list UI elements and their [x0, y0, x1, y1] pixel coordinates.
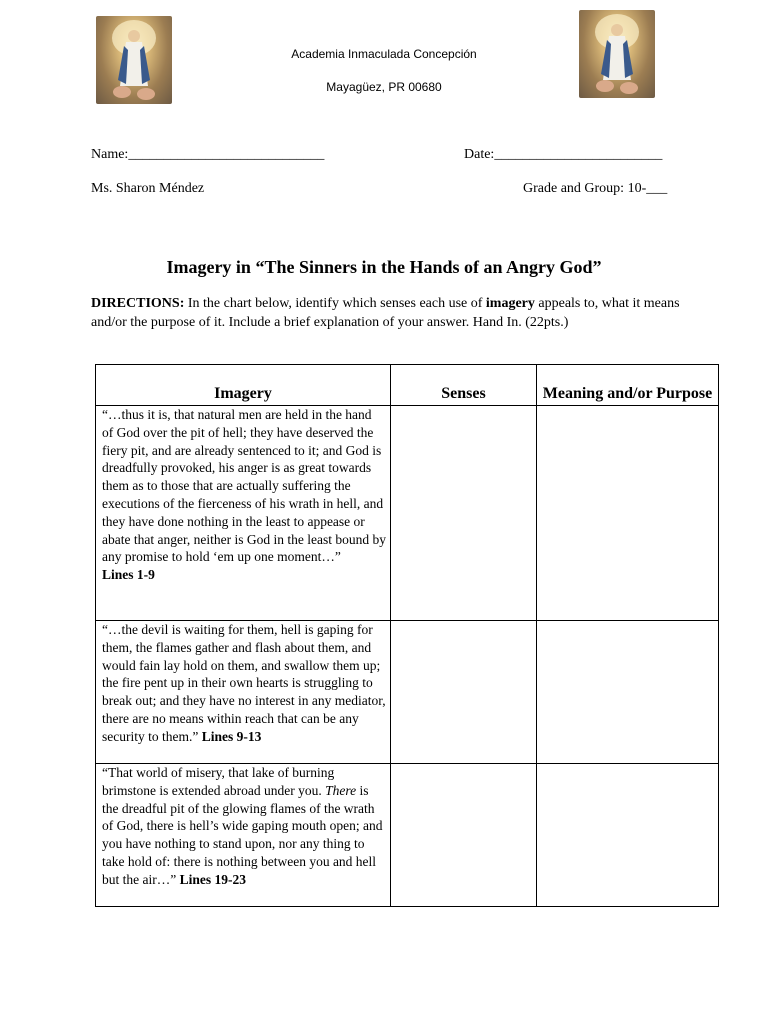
- quote-text: “That world of misery, that lake of burning brimstone is extended abroad under you.: [102, 765, 335, 798]
- senses-cell[interactable]: [391, 621, 537, 764]
- senses-cell[interactable]: [391, 764, 537, 907]
- school-name: Academia Inmaculada Concepción: [291, 47, 477, 61]
- directions-text-2: appeals to, what it means and/or the purpose of it. Include a brief explanation of your answer. Hand In. (22pts.): [91, 296, 680, 330]
- directions-paragraph: [91, 294, 691, 332]
- meaning-column-header: Meaning and/or Purpose: [537, 365, 719, 406]
- teacher-name: Ms. Sharon Méndez: [91, 181, 205, 196]
- table-row: [96, 621, 719, 764]
- meaning-cell[interactable]: [537, 406, 719, 621]
- directions-label: DIRECTIONS:: [91, 296, 185, 311]
- imagery-cell: [96, 621, 391, 764]
- quote-text: “…thus it is, that natural men are held in the hand of God over the pit of hell; they have deserved the fiery pit, and are already sentenced to it; and God is dreadfully provoked, his anger is as great towards them as to those that are actually suffering the executions of the fierceness of his wrath in hell, and they have done nothing in the least to appease or abate that anger, neither is God in the least bound by any promise to hold ‘em up one moment…”: [102, 407, 387, 565]
- imagery-cell: [96, 406, 391, 621]
- school-address: Mayagüez, PR 00680: [326, 80, 442, 94]
- quote-emphasis: There: [325, 782, 357, 798]
- imagery-column-header: Imagery: [96, 365, 391, 406]
- date-field: Date:________________________: [464, 147, 663, 162]
- quote-text: “…the devil is waiting for them, hell is gaping for them, the flames gather and flash about them, and would fain lay hold on them, and swallow them up; the fire pent up in their own hearts is struggling to break out; and they have no interest in any mediator, there are no means within reach that can be any security to them.”: [102, 622, 386, 744]
- senses-cell[interactable]: [391, 406, 537, 621]
- name-field: Name:____________________________: [91, 147, 325, 162]
- imagery-table: [95, 364, 719, 907]
- line-reference: Lines 9-13: [198, 728, 262, 744]
- meaning-cell[interactable]: [537, 764, 719, 907]
- grade-group-field: Grade and Group: 10-___: [523, 181, 668, 196]
- table-row: [96, 764, 719, 907]
- imagery-cell: [96, 764, 391, 907]
- table-row: [96, 406, 719, 621]
- senses-column-header: Senses: [391, 365, 537, 406]
- line-reference: Lines 1-9: [102, 567, 155, 583]
- directions-text-1: In the chart below, identify which senses each use of: [184, 296, 486, 311]
- table-header-row: [96, 365, 719, 406]
- quote-text-rest: is the dreadful pit of the glowing flames of the wrath of God, there is hell’s wide gaping mouth open; and you have nothing to stand upon, nor any thing to take hold of: there is nothing between you and hell but the air…”: [102, 782, 383, 887]
- page-title: Imagery in “The Sinners in the Hands of an Angry God”: [166, 257, 602, 277]
- meaning-cell[interactable]: [537, 621, 719, 764]
- directions-keyword: imagery: [485, 296, 535, 311]
- line-reference: Lines 19-23: [176, 871, 246, 887]
